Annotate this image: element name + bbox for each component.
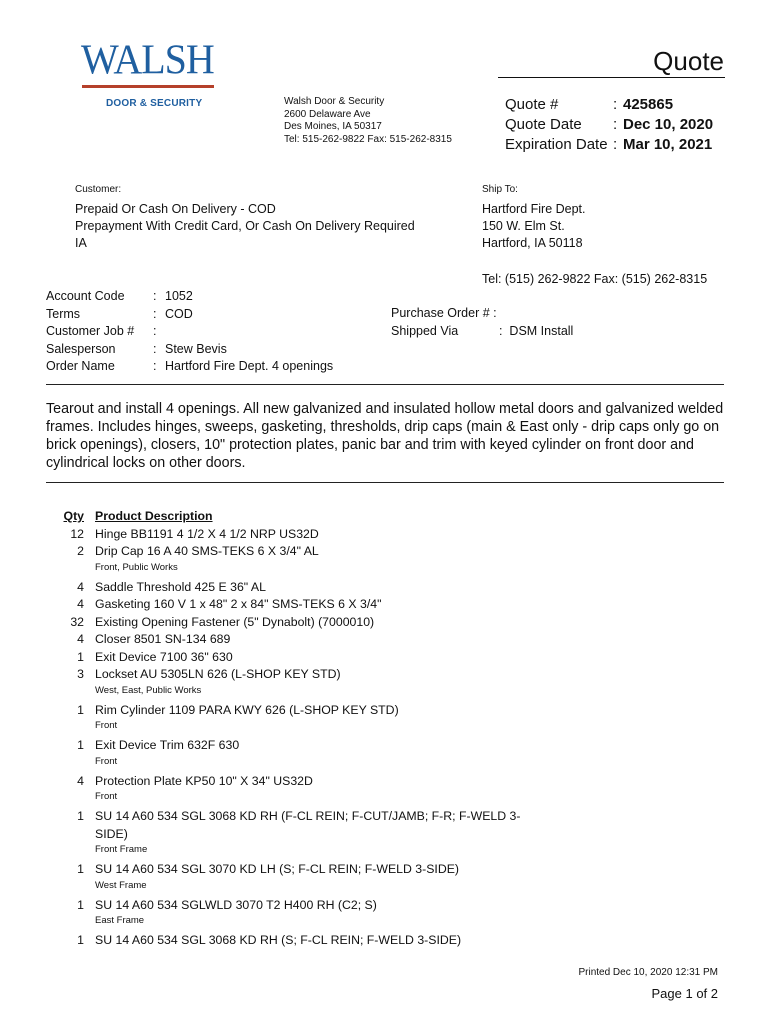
purchase-order-row [391,305,573,323]
quote-number: 425865 [623,96,674,113]
divider [46,482,724,483]
item-note: Front [95,720,118,731]
expiration-date: Mar 10, 2021 [623,136,713,153]
purchase-order-label: Purchase Order # [391,306,490,320]
customer-line: Prepayment With Credit Card, Or Cash On Delivery Required [75,219,415,233]
item-note: Front, Public Works [95,561,178,573]
logo-tagline: DOOR & SECURITY [106,98,203,109]
item-qty: 4 [77,597,84,611]
quote-date: Dec 10, 2020 [623,116,714,133]
item-qty: 12 [70,526,84,541]
printed-timestamp: Printed Dec 10, 2020 12:31 PM [578,967,718,978]
item-note: Front [95,791,118,802]
shipped-via-value: DSM Install [509,323,574,338]
terms-value: COD [165,306,193,321]
description-header: Product Description [95,509,213,523]
salesperson-value: Stew Bevis [165,341,227,356]
item-description: SU 14 A60 534 SGL 3070 KD LH (S; F-CL REIN; F-WELD 3-SIDE) [95,862,460,876]
item-description: SU 14 A60 534 SGL 3068 KD RH (F-CL REIN; F-CUT/JAMB; F-R; F-WELD 3-SIDE) [95,809,521,841]
company-phone: Tel: 515-262-9822 Fax: 515-262-8315 [284,133,452,145]
company-address-line2: Des Moines, IA 50317 [284,121,382,132]
divider [46,384,724,385]
item-description: Closer 8501 SN-134 689 [95,632,231,646]
item-description: Existing Opening Fastener (5" Dynabolt) (7000010) [95,614,375,629]
items-header [46,508,546,526]
item-description: Saddle Threshold 425 E 36" AL [95,579,266,594]
item-description: Gasketing 160 V 1 x 48" 2 x 84" SMS-TEKS 6 X 3/4" [95,597,382,611]
item-description: SU 14 A60 534 SGLWLD 3070 T2 H400 RH (C2; S) [95,897,377,912]
quote-date-label: Quote Date [505,116,582,133]
expiration-date-row [505,135,713,155]
item-qty: 32 [70,614,84,629]
item-qty: 1 [77,649,84,664]
line-item [46,932,546,950]
line-item [46,702,546,720]
ship-to-label: Ship To: [482,184,518,195]
logo-rule [82,85,214,88]
order-name-row [46,358,333,376]
expiration-date-label: Expiration Date [505,136,608,153]
item-description: Rim Cylinder 1109 PARA KWY 626 (L-SHOP KEY STD) [95,702,399,717]
line-item [46,631,546,649]
line-item [46,579,546,597]
shipped-via-row [391,323,573,341]
item-description: Protection Plate KP50 10" X 34" US32D [95,773,313,788]
quote-date-row [505,115,713,135]
terms-label: Terms [46,306,81,321]
item-description: Exit Device Trim 632F 630 [95,738,240,752]
line-item [46,649,546,667]
ship-to-phone: Tel: (515) 262-9822 Fax: (515) 262-8315 [482,272,708,286]
customer-line: IA [75,236,87,250]
item-qty: 4 [77,632,84,646]
company-address [284,96,452,146]
colon: : [499,323,510,338]
colon: : [613,116,618,133]
salesperson-label: Salesperson [46,341,116,356]
item-qty: 1 [77,862,84,876]
colon: : [489,306,501,320]
quote-number-row [505,95,713,115]
terms-row [46,306,333,324]
line-item [46,897,546,915]
item-note: Front [95,755,118,767]
company-address-line1: 2600 Delaware Ave [284,108,371,120]
item-note: East Frame [95,915,145,926]
line-item [46,861,546,879]
item-qty: 2 [77,544,84,558]
order-name-value: Hartford Fire Dept. 4 openings [165,359,334,373]
account-code-label: Account Code [46,289,125,303]
line-item [46,773,546,791]
ship-to-line: Hartford Fire Dept. [482,202,586,216]
customer-job-row [46,323,333,341]
company-name: Walsh Door & Security [284,96,385,107]
shipped-via-label: Shipped Via [391,323,459,338]
colon: : [613,136,618,153]
ship-to-line: 150 W. Elm St. [482,219,565,233]
colon: : [153,359,157,373]
colon: : [153,341,157,356]
title-rule [498,77,725,78]
item-qty: 1 [77,933,84,947]
account-info [46,288,333,376]
scope-of-work: Tearout and install 4 openings. All new galvanized and insulated hollow metal doors and galvanized welded frames. Includes hinges, sweeps, gasketing, thresholds, drip caps (main & East only - drip caps only go on brick openings), closers, 10" protection plates, panic bar and trim with keyed cylinder on front door and cylindrical locks on other doors. [46,401,724,471]
item-note: Front Frame [95,844,148,855]
colon: : [153,289,157,303]
salesperson-row [46,341,333,359]
item-description: Drip Cap 16 A 40 SMS-TEKS 6 X 3/4" AL [95,544,319,558]
item-qty: 1 [77,738,84,752]
quote-meta [505,95,713,155]
line-item [46,543,546,561]
quote-number-label: Quote # [505,96,559,113]
account-code-value: 1052 [165,289,193,303]
qty-header: Qty [63,509,84,523]
item-qty: 3 [77,667,84,681]
line-item [46,808,546,843]
line-item [46,666,546,684]
line-item [46,596,546,614]
item-note: West, East, Public Works [95,684,202,696]
customer-job-label: Customer Job # [46,324,135,338]
item-qty: 1 [77,702,84,717]
colon: : [153,324,157,338]
item-description: Exit Device 7100 36" 630 [95,649,233,664]
order-name-label: Order Name [46,359,115,373]
colon: : [153,306,157,321]
item-note: West Frame [95,879,147,891]
line-items [46,508,546,950]
item-description: SU 14 A60 534 SGL 3068 KD RH (S; F-CL REIN; F-WELD 3-SIDE) [95,933,462,947]
customer-label: Customer: [75,184,122,195]
ship-to-line: Hartford, IA 50118 [482,236,583,250]
line-item [46,526,546,544]
purchase-order-info [391,305,573,340]
item-qty: 4 [77,579,84,594]
page-number: Page 1 of 2 [651,986,718,1001]
line-item [46,614,546,632]
colon: : [613,96,618,113]
customer-line: Prepaid Or Cash On Delivery - COD [75,202,276,216]
item-description: Lockset AU 5305LN 626 (L-SHOP KEY STD) [95,667,341,681]
company-logo: WALSH [81,35,214,84]
item-qty: 1 [77,897,84,912]
customer-block [75,201,415,252]
item-description: Hinge BB1191 4 1/2 X 4 1/2 NRP US32D [95,526,319,541]
account-code-row [46,288,333,306]
item-qty: 4 [77,773,84,788]
item-qty: 1 [77,809,84,823]
line-item [46,737,546,755]
document-title: Quote [653,46,724,76]
ship-to-block [482,201,586,252]
